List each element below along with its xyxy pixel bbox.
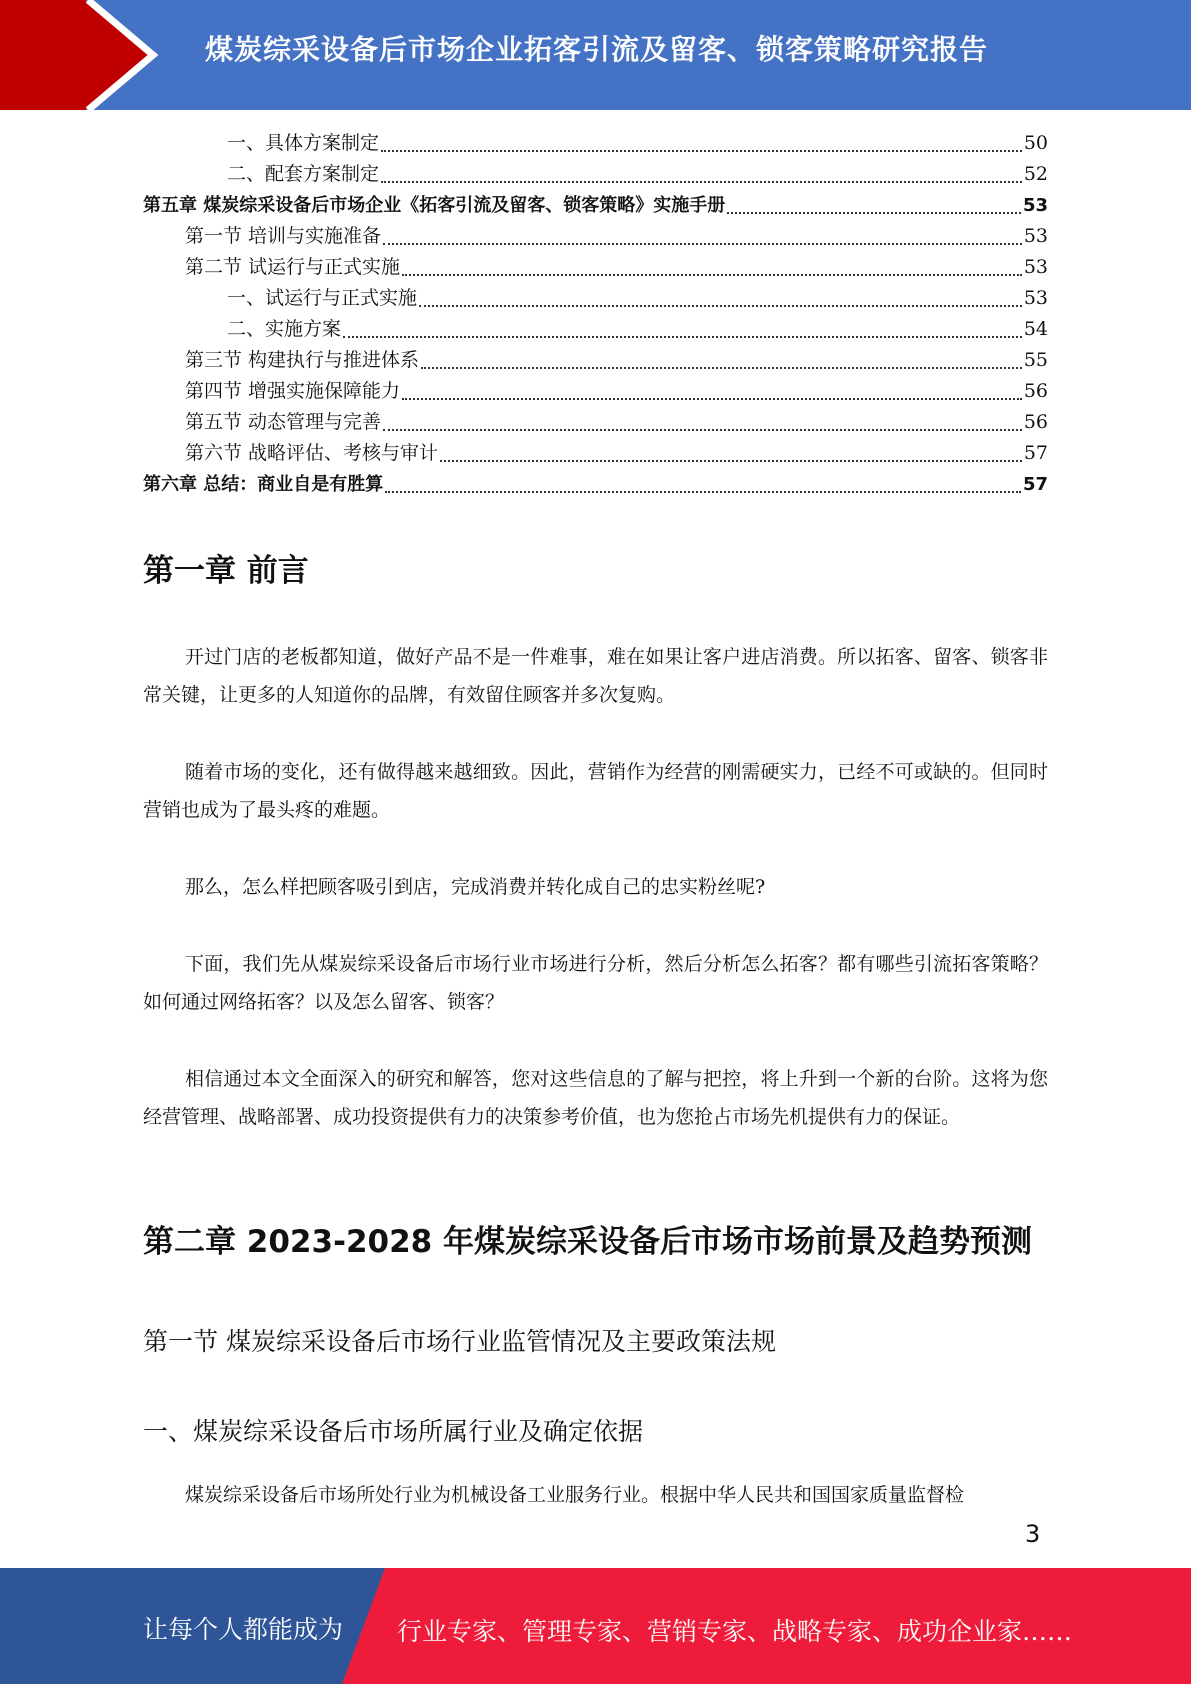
toc-dot-leader (727, 212, 1021, 214)
report-title: 煤炭综采设备后市场企业拓客引流及留客、锁客策略研究报告 (205, 33, 989, 66)
paragraph: 下面，我们先从煤炭综采设备后市场行业市场进行分析，然后分析怎么拓客？都有哪些引流拓客策略？如何通过网络拓客？以及怎么留客、锁客？ (143, 953, 1048, 1013)
paragraph: 那么，怎么样把顾客吸引到店，完成消费并转化成自己的忠实粉丝呢? (185, 876, 766, 898)
toc-entry-page: 53 (1022, 195, 1048, 216)
toc-entry[interactable] (143, 438, 1048, 469)
toc-entry-title: 第五章 煤炭综采设备后市场企业《拓客引流及留客、锁客策略》实施手册 (143, 195, 726, 216)
table-of-contents (143, 128, 1048, 500)
paragraph: 随着市场的变化，还有做得越来越细致。因此，营销作为经营的刚需硬实力，已经不可或缺的。但同时营销也成为了最头疼的难题。 (143, 761, 1048, 821)
toc-entry-title: 第六节 战略评估、考核与审计 (185, 442, 439, 464)
toc-entry-title: 第一节 培训与实施准备 (185, 225, 382, 247)
toc-entry-page: 53 (1023, 225, 1048, 247)
chapter-1-heading: 第一章 前言 (143, 553, 309, 589)
page-footer (0, 1568, 1191, 1684)
toc-entry[interactable] (143, 190, 1048, 221)
toc-entry-page: 56 (1023, 411, 1048, 433)
toc-entry[interactable] (143, 283, 1048, 314)
toc-entry[interactable] (143, 407, 1048, 438)
toc-dot-leader (385, 491, 1021, 493)
toc-entry-title: 一、试运行与正式实施 (227, 287, 418, 309)
toc-dot-leader (402, 274, 1022, 276)
toc-entry-title: 第四节 增强实施保障能力 (185, 380, 401, 402)
toc-entry[interactable] (143, 314, 1048, 345)
toc-entry-page: 57 (1022, 474, 1048, 495)
toc-entry[interactable] (143, 252, 1048, 283)
toc-entry-page: 56 (1023, 380, 1048, 402)
paragraph: 相信通过本文全面深入的研究和解答，您对这些信息的了解与把控，将上升到一个新的台阶。这将为您经营管理、战略部署、成功投资提供有力的决策参考价值，也为您抢占市场先机提供有力的保证。 (143, 1068, 1048, 1128)
toc-entry-title: 二、配套方案制定 (227, 163, 380, 185)
toc-dot-leader (421, 367, 1022, 369)
toc-entry-page: 52 (1023, 163, 1048, 185)
footer-slogan-right: 行业专家、管理专家、营销专家、战略专家、成功企业家…… (397, 1617, 1073, 1646)
toc-entry-title: 二、实施方案 (227, 318, 342, 340)
toc-entry-page: 57 (1023, 442, 1048, 464)
toc-dot-leader (383, 429, 1022, 431)
toc-entry-page: 55 (1023, 349, 1048, 371)
page-number: 3 (1025, 1520, 1041, 1548)
toc-dot-leader (419, 305, 1022, 307)
toc-entry[interactable] (143, 376, 1048, 407)
subsection-heading: 一、煤炭综采设备后市场所属行业及确定依据 (143, 1417, 644, 1446)
toc-entry-title: 一、具体方案制定 (227, 132, 380, 154)
toc-entry[interactable] (143, 469, 1048, 500)
chapter-2-heading: 第二章 2023-2028 年煤炭综采设备后市场市场前景及趋势预测 (143, 1224, 1033, 1260)
toc-dot-leader (381, 181, 1022, 183)
toc-entry[interactable] (143, 345, 1048, 376)
toc-entry[interactable] (143, 221, 1048, 252)
toc-entry-page: 53 (1023, 287, 1048, 309)
toc-dot-leader (343, 336, 1022, 338)
toc-entry-page: 50 (1023, 132, 1048, 154)
toc-entry-title: 第三节 构建执行与推进体系 (185, 349, 420, 371)
page-header (0, 0, 1191, 110)
toc-entry-page: 53 (1023, 256, 1048, 278)
toc-entry[interactable] (143, 159, 1048, 190)
toc-entry[interactable] (143, 128, 1048, 159)
toc-dot-leader (381, 150, 1022, 152)
footer-slogan-left: 让每个人都能成为 (143, 1615, 344, 1644)
toc-entry-title: 第五节 动态管理与完善 (185, 411, 382, 433)
toc-entry-title: 第六章 总结：商业自是有胜算 (143, 474, 384, 495)
toc-entry-page: 54 (1023, 318, 1048, 340)
toc-dot-leader (383, 243, 1022, 245)
toc-entry-title: 第二节 试运行与正式实施 (185, 256, 401, 278)
toc-dot-leader (440, 460, 1022, 462)
toc-dot-leader (402, 398, 1022, 400)
paragraph: 煤炭综采设备后市场所处行业为机械设备工业服务行业。根据中华人民共和国国家质量监督检 (185, 1484, 965, 1506)
paragraph: 开过门店的老板都知道，做好产品不是一件难事，难在如果让客户进店消费。所以拓客、留客、锁客非常关键，让更多的人知道你的品牌，有效留住顾客并多次复购。 (143, 646, 1048, 706)
section-heading: 第一节 煤炭综采设备后市场行业监管情况及主要政策法规 (143, 1327, 776, 1356)
